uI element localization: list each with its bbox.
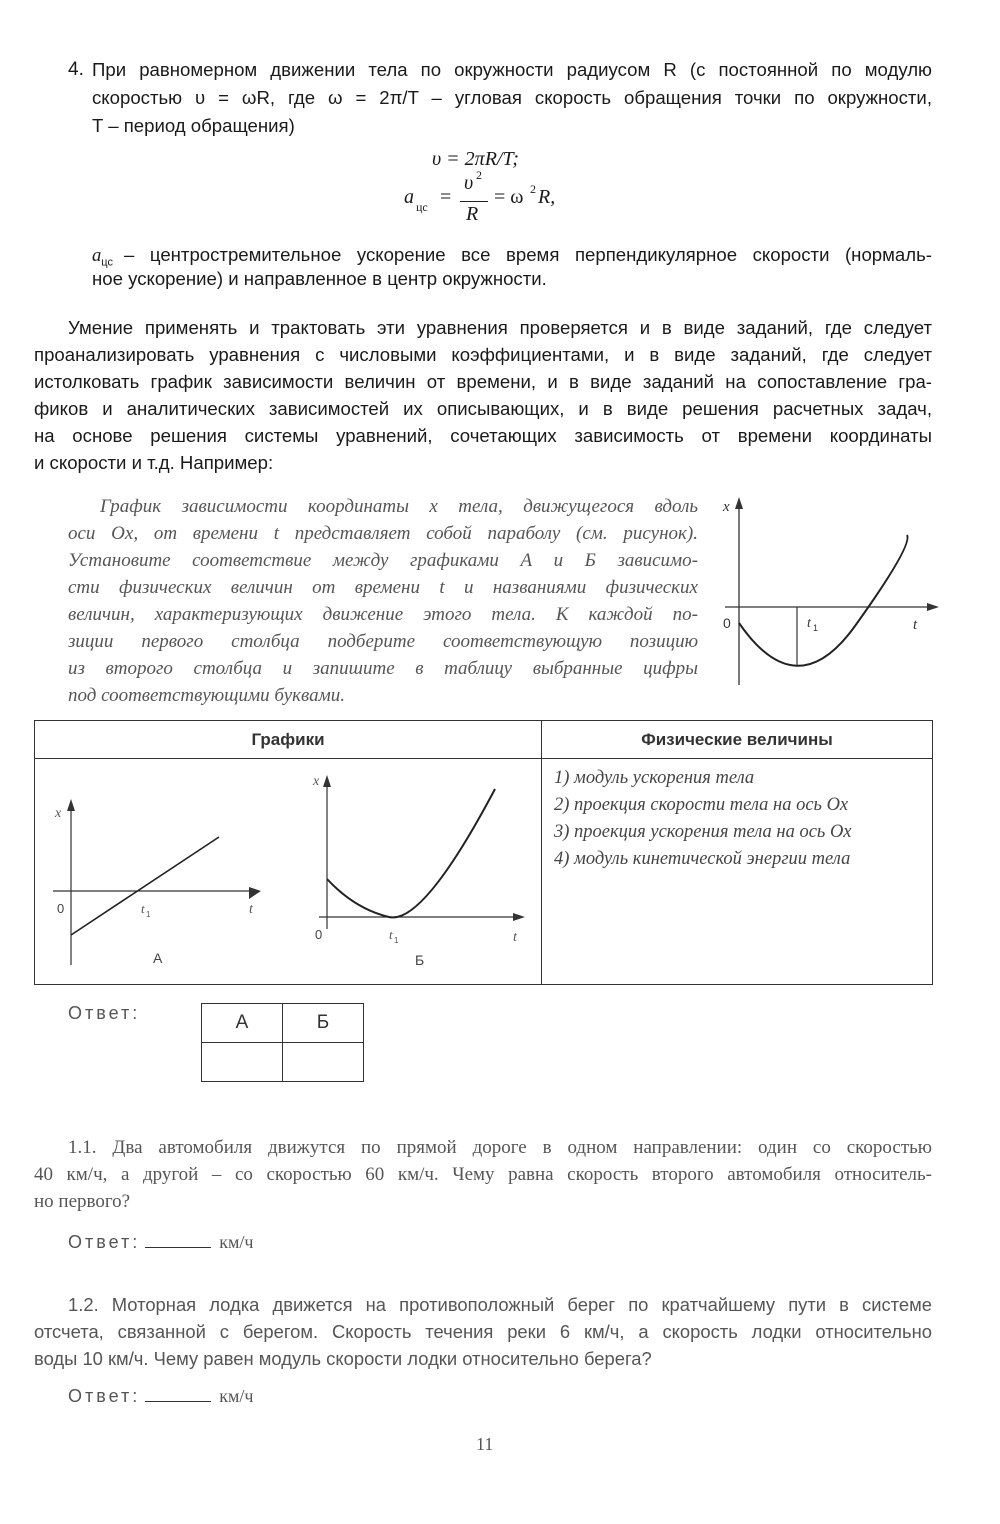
task-t1-label: t bbox=[807, 616, 811, 631]
graph-b-t1: t bbox=[389, 927, 393, 942]
q11-answer-label: Ответ: bbox=[68, 1232, 141, 1252]
graph-a bbox=[43, 795, 263, 975]
graph-a-x-arrow bbox=[249, 887, 261, 899]
answer-col-a: А bbox=[202, 1004, 283, 1043]
q11-line-1: 1.1. Два автомобиля движутся по прямой дороге в одном направлении: один со скоростью bbox=[68, 1137, 932, 1158]
q12-line-1: 1.2. Моторная лодка движется на противоположный берег по кратчайшему пути в системе bbox=[68, 1294, 932, 1315]
q12-line-2: отсчета, связанной с берегом. Скорость течения реки 6 км/ч, а скорость лодки относительно bbox=[34, 1321, 932, 1342]
graph-a-y-label: x bbox=[55, 806, 62, 821]
page-number: 11 bbox=[476, 1434, 494, 1454]
graph-b-t1-sub: 1 bbox=[394, 936, 399, 945]
omega-power: 2 bbox=[530, 182, 536, 196]
answer-cell-b[interactable] bbox=[283, 1043, 364, 1082]
item-number: 4. bbox=[68, 59, 84, 80]
q11-unit: км/ч bbox=[219, 1232, 254, 1252]
radius-tail: R, bbox=[538, 186, 556, 208]
q12-line-3: воды 10 км/ч. Чему равен модуль скорости лодки относительно берега? bbox=[34, 1348, 652, 1369]
section-line-1: При равномерном движении тела по окружности радиусом R (с постоянной по модулю bbox=[92, 59, 932, 80]
graph-a-x-label: t bbox=[249, 902, 253, 917]
q11-answer-blank[interactable] bbox=[145, 1229, 211, 1248]
para-line-3: истолковать график зависимости величин от времени, и в виде заданий на сопоставление гра- bbox=[34, 371, 932, 392]
graph-b-x-arrow bbox=[513, 913, 525, 921]
section-line-2: скоростью υ = ωR, где ω = 2π/T – угловая скорость обращения точки по окружности, bbox=[92, 87, 932, 108]
q11-line-2: 40 км/ч, а другой – со скоростью 60 км/ч. Чему равна скорость второго автомобиля относитель- bbox=[34, 1164, 932, 1185]
formula-acceleration bbox=[404, 170, 604, 232]
graph-b-x-label: t bbox=[513, 930, 517, 945]
q12-answer-label: Ответ: bbox=[68, 1386, 141, 1406]
frac-numerator: υ bbox=[464, 172, 474, 194]
after-line-2: ное ускорение) и направленное в центр окружности. bbox=[92, 268, 547, 289]
task-line-2: оси Ox, от времени t представляет собой параболу (см. рисунок). bbox=[68, 523, 698, 544]
fraction-bar bbox=[460, 201, 488, 202]
col-header-graphs: Графики bbox=[35, 721, 542, 759]
after-line-1: – центростремительное ускорение все время перпендикулярное скорости (нормаль- bbox=[124, 244, 932, 265]
task-x-label: t bbox=[913, 617, 918, 633]
task-t1-sub: 1 bbox=[813, 623, 819, 633]
numerator-power: 2 bbox=[476, 168, 482, 182]
para-line-6: и скорости и т.д. Например: bbox=[34, 452, 274, 473]
task-line-8: под соответствующими буквами. bbox=[68, 685, 346, 706]
after-a: a bbox=[92, 245, 102, 266]
graph-a-origin: 0 bbox=[57, 901, 65, 916]
task-line-1: График зависимости координаты x тела, движущегося вдоль bbox=[100, 496, 698, 517]
q11-answer bbox=[68, 1229, 253, 1253]
task-origin: 0 bbox=[723, 615, 731, 631]
answer-label: Ответ: bbox=[68, 1003, 141, 1023]
frac-denominator: R bbox=[466, 203, 479, 225]
option-1: 1) модуль ускорения тела bbox=[554, 768, 755, 788]
q12-answer bbox=[68, 1383, 253, 1407]
task-line-7: из второго столбца и запишите в таблицу выбранные цифры bbox=[68, 658, 698, 679]
task-y-arrow bbox=[735, 497, 743, 509]
matching-table bbox=[34, 720, 933, 985]
task-parabola bbox=[739, 535, 908, 666]
graph-a-t1: t bbox=[141, 901, 145, 916]
q12-unit: км/ч bbox=[219, 1386, 254, 1406]
graphs-cell bbox=[35, 759, 542, 985]
para-line-2: проанализировать уравнения с числовыми коэффициентами, и в виде заданий, где следует bbox=[34, 344, 932, 365]
formula-velocity: υ = 2πR/T; bbox=[432, 148, 519, 170]
acc-symbol: a bbox=[404, 186, 414, 208]
para-line-5: на основе решения системы уравнений, сочетающих зависимость от времени координаты bbox=[34, 425, 932, 446]
graph-b-curve bbox=[327, 789, 495, 917]
acc-equals: = bbox=[440, 186, 452, 208]
q12-answer-blank[interactable] bbox=[145, 1383, 211, 1402]
graph-a-caption: А bbox=[153, 950, 163, 966]
task-line-6: зиции первого столбца подберите соответствующую позицию bbox=[68, 631, 698, 652]
task-y-label: x bbox=[723, 499, 730, 515]
para-line-1: Умение применять и трактовать эти уравнения проверяется и в виде заданий, где следует bbox=[68, 317, 932, 338]
quantities-cell bbox=[542, 759, 933, 985]
task-figure bbox=[715, 495, 945, 695]
col-header-quantities: Физические величины bbox=[542, 721, 933, 759]
option-4: 4) модуль кинетической энергии тела bbox=[554, 849, 851, 869]
graph-b-y-label: x bbox=[313, 774, 320, 789]
task-line-4: сти физических величин от времени t и названиями физических bbox=[68, 577, 698, 598]
omega-term: = ω bbox=[494, 186, 524, 208]
graph-b bbox=[305, 769, 535, 979]
graph-a-line bbox=[71, 837, 219, 935]
graph-b-y-arrow bbox=[323, 775, 331, 787]
answer-table bbox=[201, 1003, 364, 1082]
answer-cell-a[interactable] bbox=[202, 1043, 283, 1082]
option-3: 3) проекция ускорения тела на ось Ox bbox=[554, 822, 852, 842]
graph-a-t1-sub: 1 bbox=[146, 910, 151, 919]
graph-b-origin: 0 bbox=[315, 927, 323, 942]
option-2: 2) проекция скорости тела на ось Ox bbox=[554, 795, 849, 815]
graph-b-caption: Б bbox=[415, 952, 425, 968]
task-x-arrow bbox=[927, 603, 939, 611]
task-line-3: Установите соответствие между графиками А и Б зависимо- bbox=[68, 550, 698, 571]
graph-a-y-arrow bbox=[67, 799, 75, 811]
section-line-3: T – период обращения) bbox=[92, 115, 295, 136]
para-line-4: фиков и аналитических зависимостей их описывающих, и в виде решения расчетных задач, bbox=[34, 398, 932, 419]
after-sub: цс bbox=[101, 256, 113, 269]
acc-subscript: цс bbox=[416, 200, 428, 214]
q11-line-3: но первого? bbox=[34, 1191, 131, 1212]
task-line-5: величин, характеризующих движение этого тела. К каждой по- bbox=[68, 604, 698, 625]
answer-col-b: Б bbox=[283, 1004, 364, 1043]
